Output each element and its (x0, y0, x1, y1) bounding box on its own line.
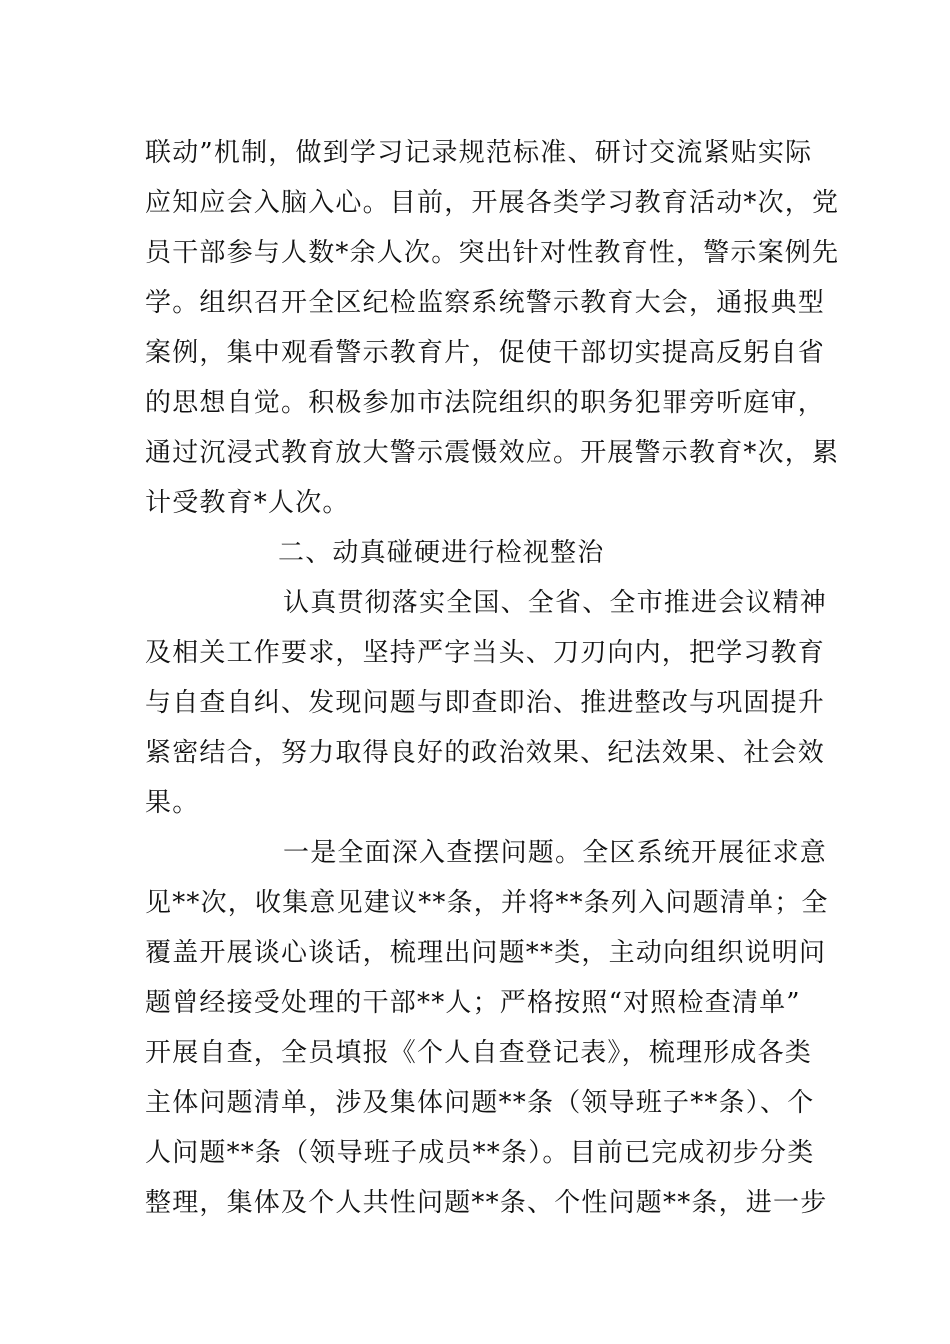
text-line-16: 见**次，收集意见建议**条，并将**条列入问题清单；全 (145, 888, 829, 918)
text-line-13: 紧密结合，努力取得良好的政治效果、纪法效果、社会效 (145, 738, 826, 768)
text-line-11: 及相关工作要求，坚持严字当头、刀刃向内，把学习教育 (145, 638, 826, 668)
text-line-15: 一是全面深入查摆问题。全区系统开展征求意 (283, 838, 828, 868)
text-line-8: 计受教育*人次。 (145, 488, 350, 518)
text-line-21: 人问题**条（领导班子成员**条）。目前已完成初步分类 (145, 1138, 815, 1168)
section-heading: 二、动真碰硬进行检视整治 (278, 538, 605, 568)
text-line-17: 覆盖开展谈心谈话，梳理出问题**类，主动向组织说明问 (145, 938, 827, 968)
text-line-7: 通过沉浸式教育放大警示震慑效应。开展警示教育*次，累 (145, 438, 840, 468)
text-line-3: 员干部参与人数*余人次。突出针对性教育性，警示案例先 (145, 238, 840, 268)
text-line-19: 开展自查，全员填报《个人自查登记表》，梳理形成各类 (145, 1038, 813, 1068)
text-line-10: 认真贯彻落实全国、全省、全市推进会议精神 (283, 588, 828, 618)
text-line-6: 的思想自觉。积极参加市法院组织的职务犯罪旁听庭审， (145, 388, 826, 418)
text-line-22: 整理，集体及个人共性问题**条、个性问题**条，进一步 (145, 1188, 828, 1218)
text-line-2: 应知应会入脑入心。目前，开展各类学习教育活动*次，党 (145, 188, 840, 218)
text-line-4: 学。组织召开全区纪检监察系统警示教育大会，通报典型 (145, 288, 826, 318)
text-line-1: 联动”机制，做到学习记录规范标准、研讨交流紧贴实际 (145, 138, 813, 168)
text-line-12: 与自查自纠、发现问题与即查即治、推进整改与巩固提升 (145, 688, 826, 718)
text-line-18: 题曾经接受处理的干部**人；严格按照“对照检查清单” (145, 988, 801, 1018)
text-line-20: 主体问题清单，涉及集体问题**条（领导班子**条）、个 (145, 1088, 815, 1118)
text-line-14: 果。 (145, 788, 200, 818)
text-line-5: 案例，集中观看警示教育片，促使干部切实提高反躬自省 (145, 338, 826, 368)
